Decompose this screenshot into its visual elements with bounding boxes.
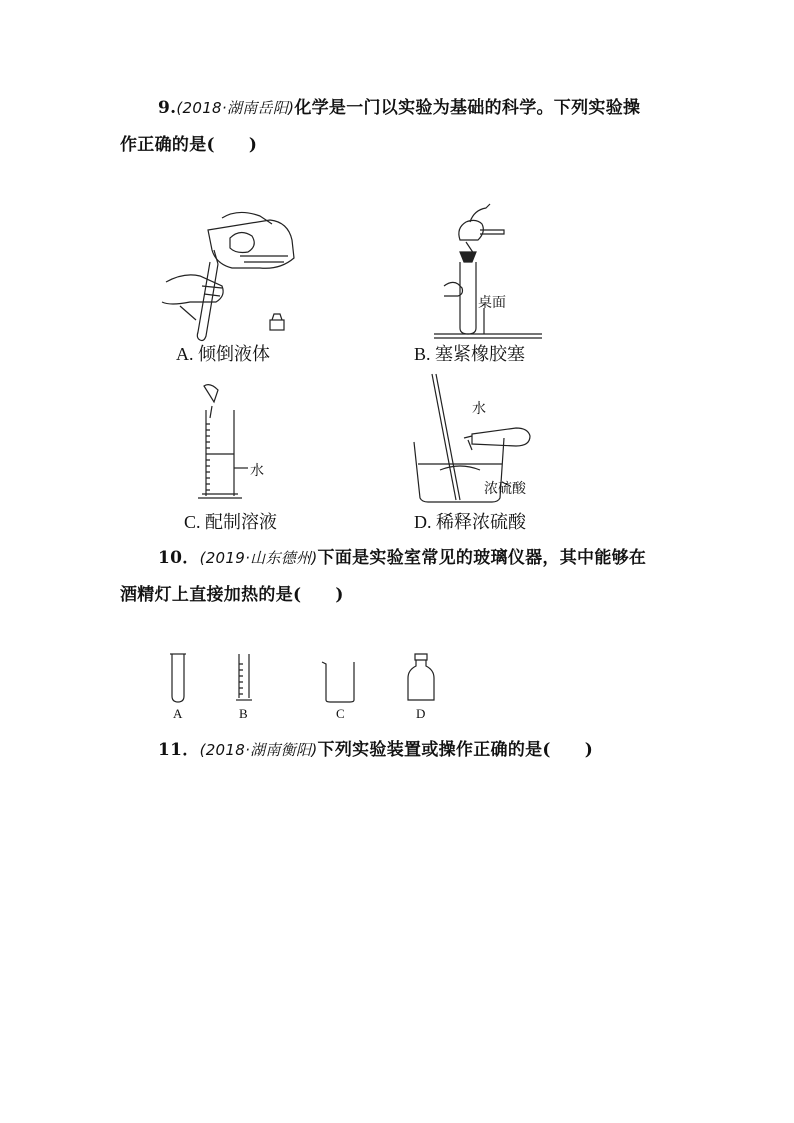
graduated-cylinder-icon bbox=[236, 654, 252, 704]
question-text: ) bbox=[335, 585, 344, 605]
question-text: 下面是实验室常见的玻璃仪器，其中能够在 bbox=[317, 548, 647, 568]
question-number: 10． bbox=[158, 548, 200, 568]
option-a-caption: A. 倾倒液体 bbox=[176, 344, 270, 364]
question-10-line1 bbox=[158, 540, 646, 576]
water-label-c: 水 bbox=[250, 464, 264, 479]
glassware-label-a: A bbox=[173, 706, 183, 721]
option-d-caption: D. 稀释浓硫酸 bbox=[414, 512, 526, 532]
question-number: 11． bbox=[158, 740, 200, 760]
question-source: (2018·湖南岳阳) bbox=[176, 99, 295, 117]
water-label-d: 水 bbox=[472, 402, 486, 417]
option-b-caption: B. 塞紧橡胶塞 bbox=[414, 344, 526, 364]
beaker-icon bbox=[322, 660, 356, 704]
question-10-line2 bbox=[120, 577, 344, 613]
pouring-liquid-illustration bbox=[160, 210, 310, 340]
question-text: 化学是一门以实验为基础的科学。下列实验操 bbox=[294, 98, 641, 118]
question-text: ) bbox=[584, 740, 594, 760]
question-text: 酒精灯上直接加热的是( bbox=[120, 585, 302, 605]
desk-label: 桌面 bbox=[478, 296, 506, 311]
question-text: 作正确的是( bbox=[120, 135, 215, 155]
question-number: 9. bbox=[158, 98, 177, 118]
question-text: 下列实验装置或操作正确的是( bbox=[317, 740, 551, 760]
test-tube-icon bbox=[170, 654, 186, 704]
glassware-label-c: C bbox=[336, 706, 345, 721]
glassware-label-d: D bbox=[416, 706, 426, 721]
question-9-line2 bbox=[120, 127, 257, 163]
stopper-illustration bbox=[430, 200, 550, 340]
question-11-line1 bbox=[158, 732, 593, 768]
acid-label: 浓硫酸 bbox=[484, 482, 526, 497]
question-source: (2019·山东德州) bbox=[199, 549, 318, 567]
option-c-caption: C. 配制溶液 bbox=[184, 512, 278, 532]
question-9-line1 bbox=[158, 90, 640, 126]
question-text: ) bbox=[248, 135, 258, 155]
graduated-cylinder-illustration bbox=[196, 380, 266, 504]
question-source: (2018·湖南衡阳) bbox=[199, 741, 318, 759]
reagent-bottle-icon bbox=[406, 654, 436, 704]
glassware-label-b: B bbox=[239, 706, 248, 721]
